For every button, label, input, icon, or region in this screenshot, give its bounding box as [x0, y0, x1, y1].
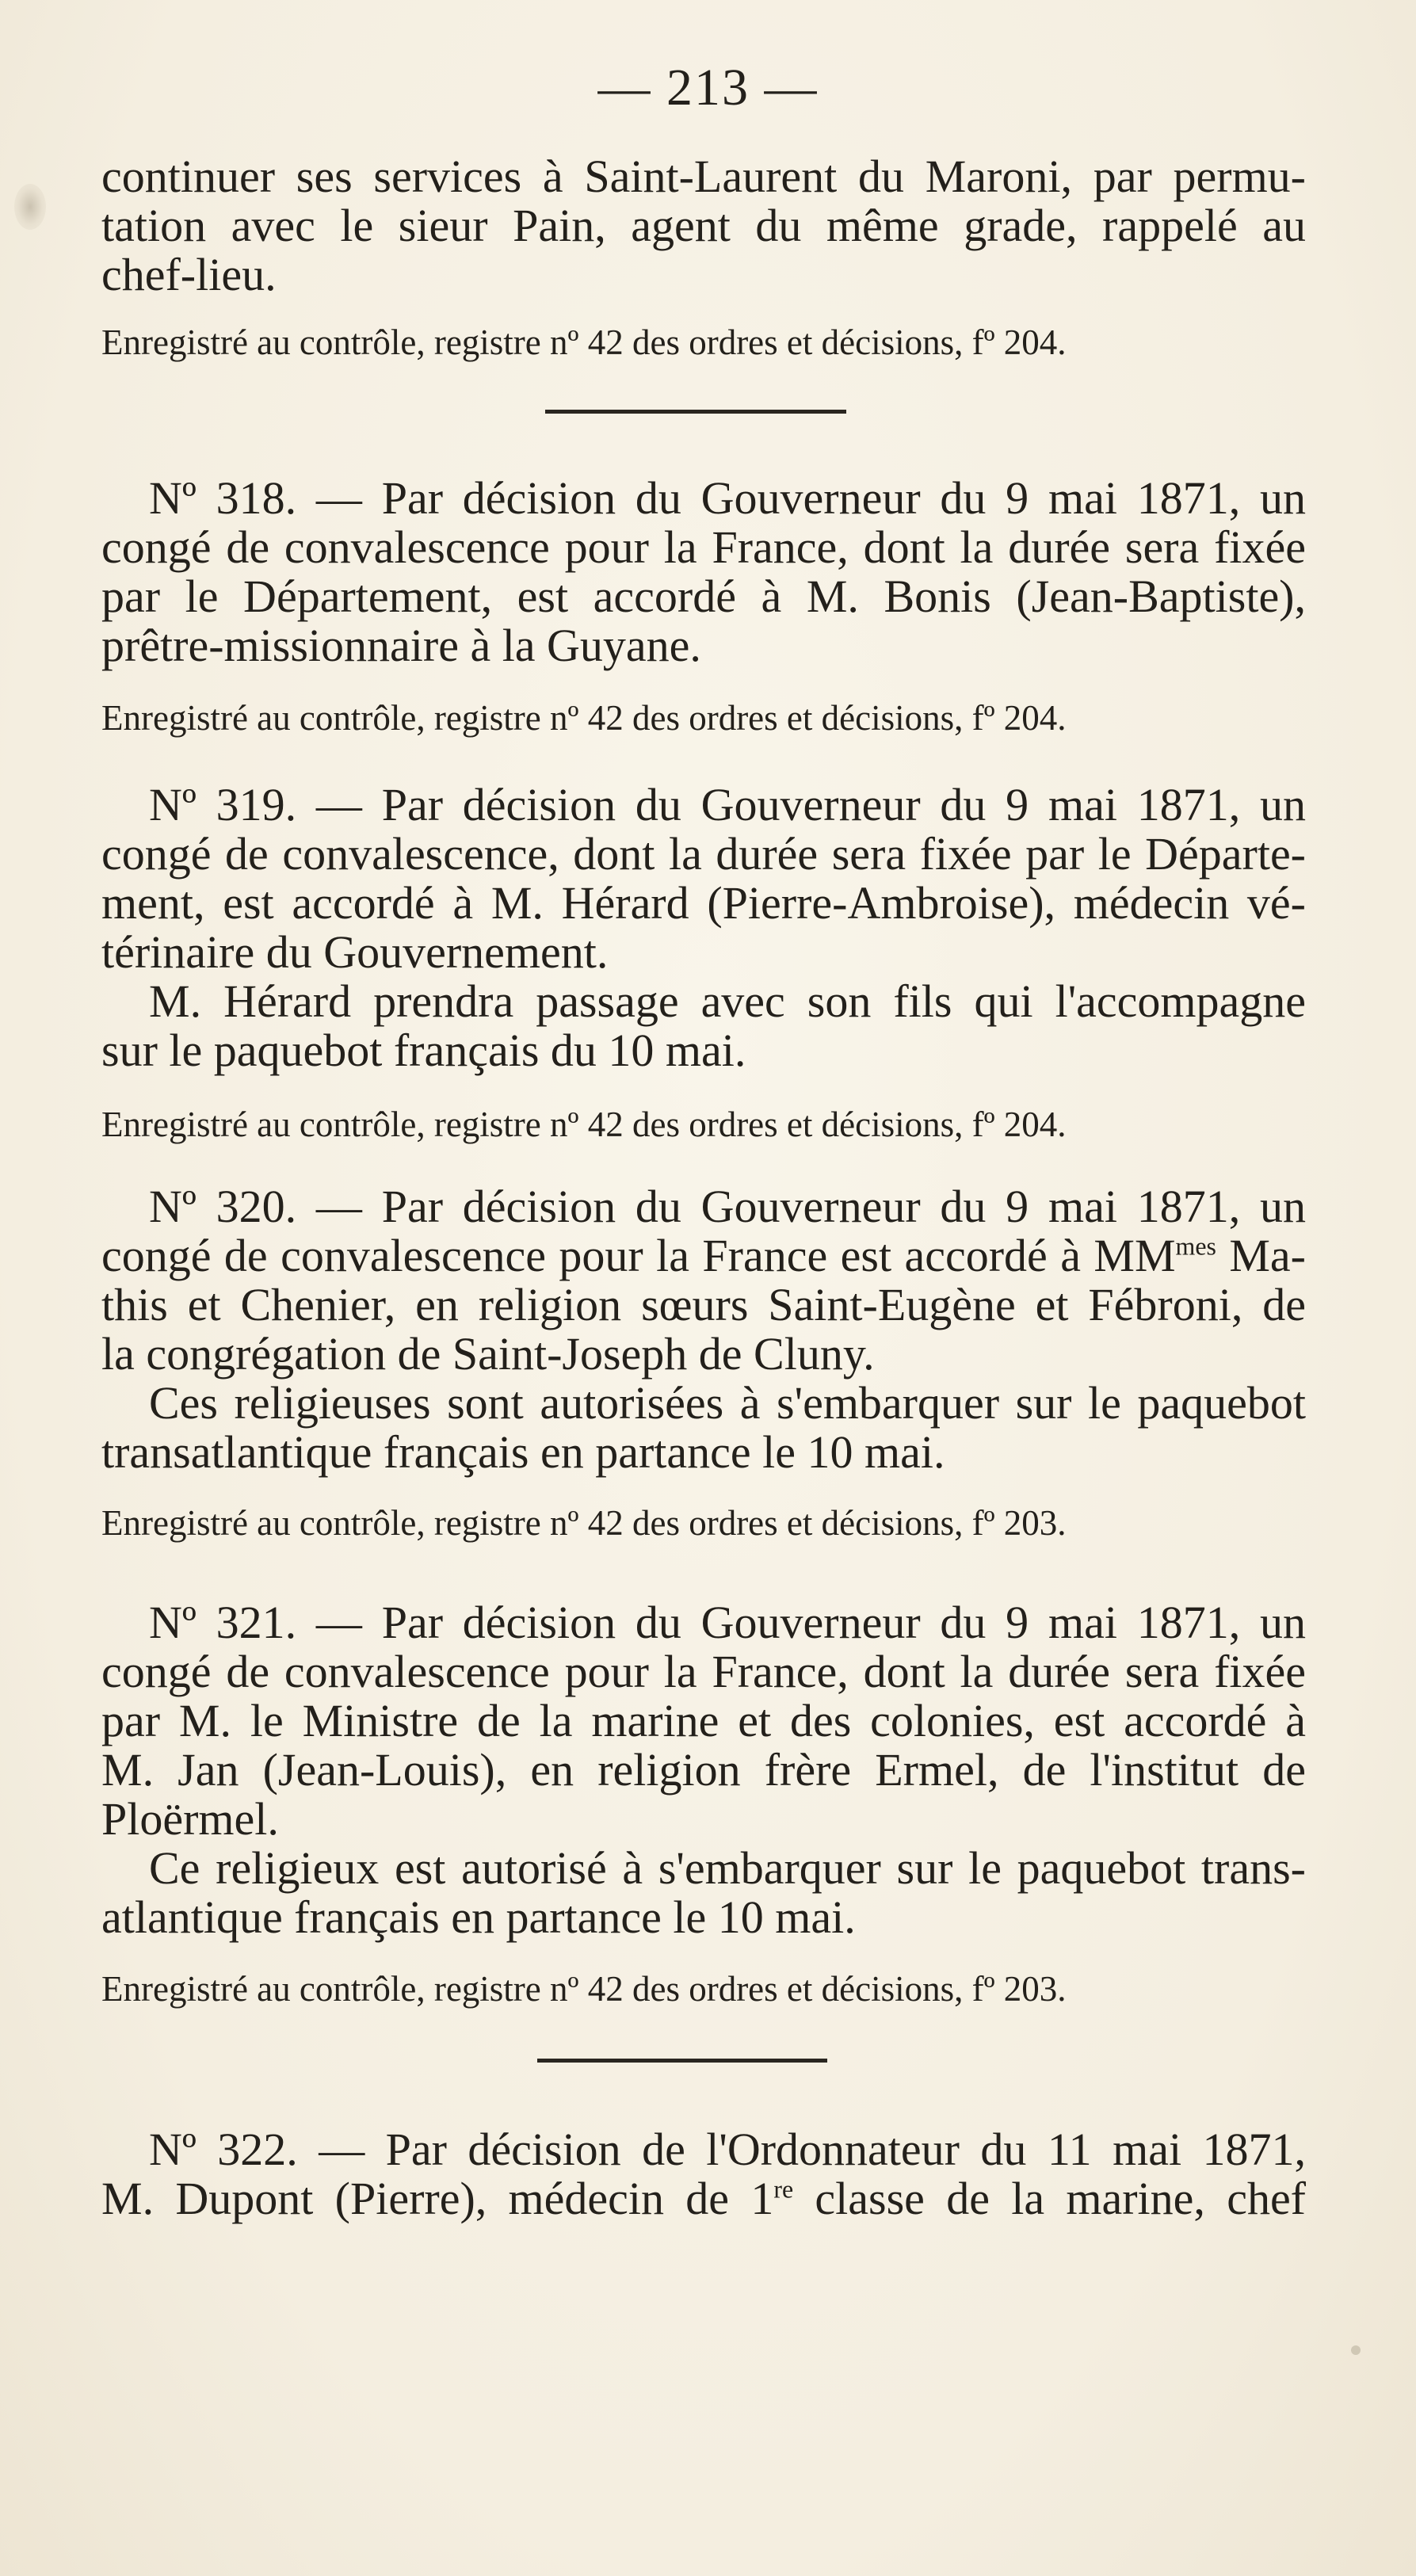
text-line: congé de convalescence pour la France, dont la durée sera fixée	[101, 521, 1306, 573]
text-line: Nº 322. — Par décision de l'Ordonnateur du 11 mai 1871,	[149, 2124, 1306, 2175]
entry-320-registration	[101, 1502, 1306, 1544]
text-line: tation avec le sieur Pain, agent du même grade, rappelé au	[101, 200, 1306, 251]
text-line: congé de convalescence, dont la durée sera fixée par le Départe-	[101, 828, 1306, 880]
text-line: la congrégation de Saint-Joseph de Cluny.	[101, 1328, 875, 1380]
entry-319	[101, 780, 1306, 1075]
text-line: prêtre-missionnaire à la Guyane.	[101, 620, 701, 671]
superscript: mes	[1175, 1232, 1216, 1261]
text-line: transatlantique français en partance le 10 mai.	[101, 1426, 945, 1478]
text-line: Ce religieux est autorisé à s'embarquer sur le paquebot trans-	[149, 1842, 1306, 1894]
text-line: par le Département, est accordé à M. Bonis (Jean-Baptiste),	[101, 571, 1306, 622]
text-run: classe de la marine, chef	[793, 2173, 1306, 2224]
registration-note: Enregistré au contrôle, registre nº 42 des ordres et décisions, fº 204.	[101, 1105, 1067, 1144]
entry-320	[101, 1182, 1306, 1477]
text-line: Ces religieuses sont autorisées à s'embarquer sur le paquebot	[149, 1377, 1306, 1429]
registration-note: Enregistré au contrôle, registre nº 42 des ordres et décisions, fº 203.	[101, 1969, 1067, 2009]
text-line: M. Jan (Jean-Louis), en religion frère Ermel, de l'institut de	[101, 1744, 1306, 1796]
registration-note: Enregistré au contrôle, registre nº 42 des ordres et décisions, fº 204.	[101, 322, 1067, 362]
intro-registration	[101, 322, 1306, 363]
text-line: ment, est accordé à M. Hérard (Pierre-Ambroise), médecin vé-	[101, 877, 1306, 929]
text-line: Nº 318. — Par décision du Gouverneur du 9 mai 1871, un	[149, 472, 1306, 524]
section-divider	[537, 2059, 827, 2063]
text-line: Nº 319. — Par décision du Gouverneur du 9 mai 1871, un	[149, 779, 1306, 830]
intro-paragraph	[101, 152, 1306, 300]
text-line: continuer ses services à Saint-Laurent du Maroni, par permu-	[101, 151, 1306, 202]
text-line: congé de convalescence pour la France, dont la durée sera fixée	[101, 1646, 1306, 1697]
text-line: par M. le Ministre de la marine et des colonies, est accordé à	[101, 1695, 1306, 1746]
entry-321	[101, 1598, 1306, 1942]
text-line: Ploërmel.	[101, 1793, 279, 1845]
entry-319-registration	[101, 1104, 1306, 1145]
text-line	[101, 1231, 1306, 1280]
superscript: re	[773, 2175, 794, 2204]
text-line: Nº 320. — Par décision du Gouverneur du 9 mai 1871, un	[149, 1181, 1306, 1232]
ink-stain	[14, 184, 46, 230]
text-line: atlantique français en partance le 10 mai.	[101, 1891, 856, 1943]
text-line: this et Chenier, en religion sœurs Saint-Eugène et Fébroni, de	[101, 1279, 1306, 1330]
text-line: M. Hérard prendra passage avec son fils qui l'accompagne	[149, 975, 1306, 1027]
entry-321-registration	[101, 1968, 1306, 2009]
paper-speck	[1351, 2345, 1361, 2355]
text-run: Ma-	[1216, 1230, 1306, 1281]
text-line: sur le paquebot français du 10 mai.	[101, 1025, 746, 1076]
text-line: térinaire du Gouvernement.	[101, 926, 609, 978]
entry-318	[101, 474, 1306, 670]
section-divider	[545, 410, 846, 414]
registration-note: Enregistré au contrôle, registre nº 42 des ordres et décisions, fº 204.	[101, 698, 1067, 738]
text-run: M. Dupont (Pierre), médecin de 1	[101, 2173, 774, 2224]
entry-318-registration	[101, 697, 1306, 738]
registration-note: Enregistré au contrôle, registre nº 42 des ordres et décisions, fº 203.	[101, 1503, 1067, 1543]
text-line	[101, 2174, 1306, 2223]
page-number: — 213 —	[597, 59, 819, 116]
text-line: chef-lieu.	[101, 249, 277, 300]
text-run: congé de convalescence pour la France est accordé à MM	[101, 1230, 1176, 1281]
text-line: Nº 321. — Par décision du Gouverneur du 9 mai 1871, un	[149, 1597, 1306, 1648]
entry-322	[101, 2125, 1306, 2223]
